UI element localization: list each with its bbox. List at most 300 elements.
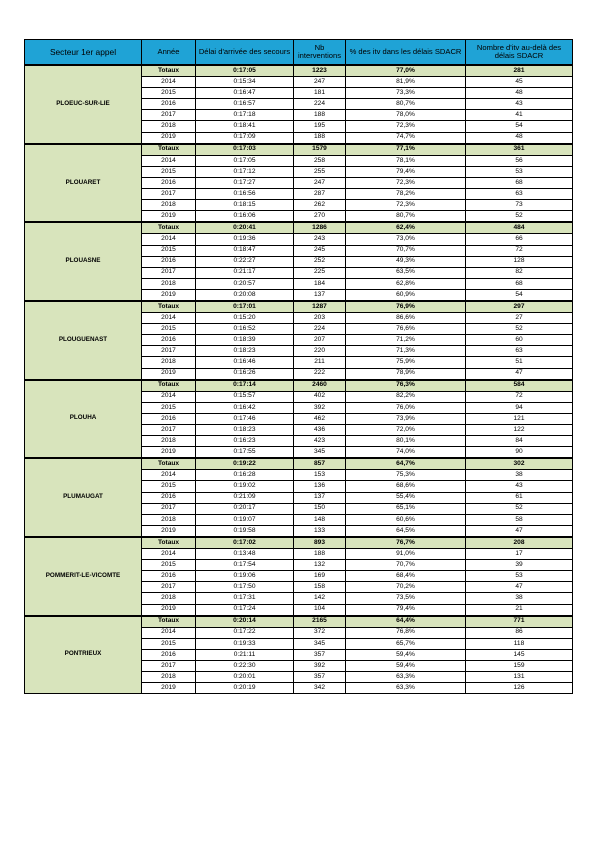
nb-interventions-cell: 203 [294, 313, 346, 324]
nb-au-dela-cell: 43 [466, 99, 573, 110]
delai-cell: 0:18:39 [196, 335, 294, 346]
nb-interventions-cell: 245 [294, 245, 346, 256]
annee-cell: 2019 [142, 683, 196, 694]
nb-au-dela-cell: 17 [466, 549, 573, 560]
pct-dans-delais-cell: 75,3% [346, 470, 466, 481]
annee-cell: 2019 [142, 525, 196, 537]
delai-cell: 0:17:05 [196, 65, 294, 77]
nb-interventions-cell: 137 [294, 492, 346, 503]
delai-cell: 0:17:31 [196, 593, 294, 604]
annee-cell: 2018 [142, 121, 196, 132]
annee-cell: 2014 [142, 549, 196, 560]
nb-interventions-cell: 150 [294, 503, 346, 514]
nb-interventions-cell: 1579 [294, 144, 346, 156]
delai-cell: 0:15:20 [196, 313, 294, 324]
nb-interventions-cell: 188 [294, 132, 346, 144]
nb-au-dela-cell: 68 [466, 278, 573, 289]
delai-cell: 0:15:34 [196, 77, 294, 88]
nb-au-dela-cell: 51 [466, 357, 573, 368]
nb-au-dela-cell: 66 [466, 234, 573, 245]
nb-au-dela-cell: 159 [466, 660, 573, 671]
nb-interventions-cell: 188 [294, 549, 346, 560]
delai-cell: 0:17:03 [196, 144, 294, 156]
nb-au-dela-cell: 118 [466, 638, 573, 649]
annee-cell: 2014 [142, 313, 196, 324]
annee-cell: Totaux [142, 458, 196, 470]
nb-au-dela-cell: 54 [466, 289, 573, 301]
sector-name: PLOUHA [25, 380, 142, 459]
nb-au-dela-cell: 128 [466, 256, 573, 267]
delai-cell: 0:17:01 [196, 301, 294, 313]
nb-interventions-cell: 2165 [294, 616, 346, 628]
nb-interventions-cell: 462 [294, 413, 346, 424]
nb-au-dela-cell: 61 [466, 492, 573, 503]
table-body [25, 65, 573, 694]
nb-au-dela-cell: 122 [466, 425, 573, 436]
nb-au-dela-cell: 58 [466, 514, 573, 525]
nb-interventions-cell: 436 [294, 425, 346, 436]
nb-interventions-cell: 392 [294, 402, 346, 413]
annee-cell: 2015 [142, 245, 196, 256]
delai-cell: 0:20:01 [196, 672, 294, 683]
annee-cell: Totaux [142, 537, 196, 549]
nb-au-dela-cell: 281 [466, 65, 573, 77]
pct-dans-delais-cell: 75,9% [346, 357, 466, 368]
nb-au-dela-cell: 90 [466, 447, 573, 459]
delai-cell: 0:19:22 [196, 458, 294, 470]
delai-cell: 0:16:28 [196, 470, 294, 481]
pct-dans-delais-cell: 63,3% [346, 672, 466, 683]
annee-cell: 2017 [142, 582, 196, 593]
nb-interventions-cell: 224 [294, 99, 346, 110]
delai-cell: 0:16:52 [196, 324, 294, 335]
annee-cell: 2015 [142, 324, 196, 335]
annee-cell: 2017 [142, 346, 196, 357]
nb-au-dela-cell: 208 [466, 537, 573, 549]
nb-au-dela-cell: 82 [466, 267, 573, 278]
pct-dans-delais-cell: 72,3% [346, 177, 466, 188]
nb-interventions-cell: 184 [294, 278, 346, 289]
sector-name: PLOUGUENAST [25, 301, 142, 380]
nb-au-dela-cell: 56 [466, 155, 573, 166]
nb-au-dela-cell: 72 [466, 391, 573, 402]
nb-interventions-cell: 247 [294, 77, 346, 88]
pct-dans-delais-cell: 74,0% [346, 447, 466, 459]
nb-interventions-cell: 893 [294, 537, 346, 549]
delai-cell: 0:20:19 [196, 683, 294, 694]
nb-interventions-cell: 357 [294, 672, 346, 683]
delai-cell: 0:17:24 [196, 604, 294, 616]
interventions-table [24, 39, 573, 694]
nb-au-dela-cell: 52 [466, 503, 573, 514]
nb-interventions-cell: 225 [294, 267, 346, 278]
annee-cell: 2017 [142, 425, 196, 436]
nb-au-dela-cell: 60 [466, 335, 573, 346]
delai-cell: 0:13:48 [196, 549, 294, 560]
nb-interventions-cell: 2460 [294, 380, 346, 392]
pct-dans-delais-cell: 76,8% [346, 627, 466, 638]
pct-dans-delais-cell: 81,9% [346, 77, 466, 88]
nb-interventions-cell: 255 [294, 166, 346, 177]
nb-interventions-cell: 133 [294, 525, 346, 537]
sector-name: PLOEUC-SUR-LIE [25, 65, 142, 144]
nb-interventions-cell: 222 [294, 368, 346, 380]
delai-cell: 0:17:54 [196, 560, 294, 571]
delai-cell: 0:19:02 [196, 481, 294, 492]
pct-dans-delais-cell: 78,0% [346, 110, 466, 121]
pct-dans-delais-cell: 80,7% [346, 99, 466, 110]
nb-interventions-cell: 132 [294, 560, 346, 571]
annee-cell: Totaux [142, 144, 196, 156]
nb-interventions-cell: 1286 [294, 222, 346, 234]
annee-cell: 2014 [142, 470, 196, 481]
pct-dans-delais-cell: 76,6% [346, 324, 466, 335]
nb-interventions-cell: 345 [294, 447, 346, 459]
pct-dans-delais-cell: 91,0% [346, 549, 466, 560]
pct-dans-delais-cell: 71,2% [346, 335, 466, 346]
annee-cell: 2018 [142, 278, 196, 289]
delai-cell: 0:16:47 [196, 88, 294, 99]
annee-cell: 2016 [142, 335, 196, 346]
delai-cell: 0:20:08 [196, 289, 294, 301]
annee-cell: 2015 [142, 402, 196, 413]
nb-interventions-cell: 345 [294, 638, 346, 649]
sector-name: POMMERIT-LE-VICOMTE [25, 537, 142, 616]
annee-cell: 2017 [142, 503, 196, 514]
nb-au-dela-cell: 63 [466, 189, 573, 200]
pct-dans-delais-cell: 86,6% [346, 313, 466, 324]
pct-dans-delais-cell: 77,1% [346, 144, 466, 156]
nb-interventions-cell: 1223 [294, 65, 346, 77]
pct-dans-delais-cell: 73,9% [346, 413, 466, 424]
pct-dans-delais-cell: 55,4% [346, 492, 466, 503]
pct-dans-delais-cell: 76,7% [346, 537, 466, 549]
annee-cell: 2019 [142, 447, 196, 459]
nb-au-dela-cell: 52 [466, 324, 573, 335]
nb-interventions-cell: 158 [294, 582, 346, 593]
delai-cell: 0:17:22 [196, 627, 294, 638]
annee-cell: 2017 [142, 110, 196, 121]
delai-cell: 0:17:05 [196, 155, 294, 166]
annee-cell: 2017 [142, 189, 196, 200]
pct-dans-delais-cell: 62,8% [346, 278, 466, 289]
delai-cell: 0:20:17 [196, 503, 294, 514]
header-nb-interventions: Nb interventions [294, 40, 346, 66]
nb-au-dela-cell: 27 [466, 313, 573, 324]
nb-au-dela-cell: 47 [466, 525, 573, 537]
pct-dans-delais-cell: 82,2% [346, 391, 466, 402]
totals-row [25, 616, 573, 628]
nb-au-dela-cell: 302 [466, 458, 573, 470]
nb-interventions-cell: 207 [294, 335, 346, 346]
totals-row [25, 301, 573, 313]
nb-interventions-cell: 252 [294, 256, 346, 267]
pct-dans-delais-cell: 59,4% [346, 649, 466, 660]
pct-dans-delais-cell: 63,5% [346, 267, 466, 278]
nb-au-dela-cell: 21 [466, 604, 573, 616]
delai-cell: 0:19:36 [196, 234, 294, 245]
totals-row [25, 380, 573, 392]
nb-au-dela-cell: 145 [466, 649, 573, 660]
nb-interventions-cell: 258 [294, 155, 346, 166]
nb-interventions-cell: 1287 [294, 301, 346, 313]
annee-cell: 2018 [142, 514, 196, 525]
delai-cell: 0:18:41 [196, 121, 294, 132]
delai-cell: 0:20:57 [196, 278, 294, 289]
nb-au-dela-cell: 43 [466, 481, 573, 492]
annee-cell: 2014 [142, 77, 196, 88]
header-delai: Délai d'arrivée des secours [196, 40, 294, 66]
nb-au-dela-cell: 361 [466, 144, 573, 156]
pct-dans-delais-cell: 72,0% [346, 425, 466, 436]
annee-cell: 2016 [142, 492, 196, 503]
nb-interventions-cell: 247 [294, 177, 346, 188]
nb-au-dela-cell: 131 [466, 672, 573, 683]
nb-au-dela-cell: 48 [466, 88, 573, 99]
annee-cell: 2019 [142, 289, 196, 301]
delai-cell: 0:17:14 [196, 380, 294, 392]
pct-dans-delais-cell: 78,9% [346, 368, 466, 380]
pct-dans-delais-cell: 77,0% [346, 65, 466, 77]
sector-name: PONTRIEUX [25, 616, 142, 694]
nb-interventions-cell: 423 [294, 436, 346, 447]
pct-dans-delais-cell: 59,4% [346, 660, 466, 671]
pct-dans-delais-cell: 62,4% [346, 222, 466, 234]
pct-dans-delais-cell: 60,6% [346, 514, 466, 525]
delai-cell: 0:17:55 [196, 447, 294, 459]
nb-au-dela-cell: 126 [466, 683, 573, 694]
delai-cell: 0:19:06 [196, 571, 294, 582]
delai-cell: 0:16:23 [196, 436, 294, 447]
delai-cell: 0:17:12 [196, 166, 294, 177]
pct-dans-delais-cell: 79,4% [346, 604, 466, 616]
delai-cell: 0:17:09 [196, 132, 294, 144]
delai-cell: 0:16:26 [196, 368, 294, 380]
delai-cell: 0:16:57 [196, 99, 294, 110]
annee-cell: 2014 [142, 391, 196, 402]
delai-cell: 0:21:11 [196, 649, 294, 660]
header-pct-dans-delais: % des itv dans les délais SDACR [346, 40, 466, 66]
annee-cell: 2016 [142, 99, 196, 110]
delai-cell: 0:15:57 [196, 391, 294, 402]
nb-au-dela-cell: 54 [466, 121, 573, 132]
annee-cell: 2016 [142, 413, 196, 424]
delai-cell: 0:18:47 [196, 245, 294, 256]
annee-cell: 2016 [142, 177, 196, 188]
pct-dans-delais-cell: 78,1% [346, 155, 466, 166]
nb-au-dela-cell: 53 [466, 571, 573, 582]
annee-cell: Totaux [142, 616, 196, 628]
pct-dans-delais-cell: 60,9% [346, 289, 466, 301]
nb-interventions-cell: 181 [294, 88, 346, 99]
pct-dans-delais-cell: 68,4% [346, 571, 466, 582]
delai-cell: 0:16:56 [196, 189, 294, 200]
nb-au-dela-cell: 47 [466, 582, 573, 593]
pct-dans-delais-cell: 76,3% [346, 380, 466, 392]
nb-au-dela-cell: 47 [466, 368, 573, 380]
totals-row [25, 222, 573, 234]
annee-cell: 2014 [142, 155, 196, 166]
nb-au-dela-cell: 72 [466, 245, 573, 256]
nb-interventions-cell: 342 [294, 683, 346, 694]
pct-dans-delais-cell: 80,7% [346, 211, 466, 223]
delai-cell: 0:16:46 [196, 357, 294, 368]
delai-cell: 0:17:18 [196, 110, 294, 121]
annee-cell: 2019 [142, 368, 196, 380]
delai-cell: 0:19:07 [196, 514, 294, 525]
nb-au-dela-cell: 484 [466, 222, 573, 234]
header-row [25, 40, 573, 66]
sector-name: PLOUASNE [25, 222, 142, 301]
pct-dans-delais-cell: 70,2% [346, 582, 466, 593]
pct-dans-delais-cell: 73,3% [346, 88, 466, 99]
pct-dans-delais-cell: 70,7% [346, 560, 466, 571]
delai-cell: 0:17:50 [196, 582, 294, 593]
delai-cell: 0:20:41 [196, 222, 294, 234]
nb-au-dela-cell: 584 [466, 380, 573, 392]
annee-cell: 2018 [142, 593, 196, 604]
annee-cell: 2016 [142, 571, 196, 582]
totals-row [25, 537, 573, 549]
nb-interventions-cell: 270 [294, 211, 346, 223]
annee-cell: 2018 [142, 436, 196, 447]
totals-row [25, 65, 573, 77]
nb-au-dela-cell: 63 [466, 346, 573, 357]
nb-interventions-cell: 211 [294, 357, 346, 368]
annee-cell: 2017 [142, 660, 196, 671]
nb-au-dela-cell: 84 [466, 436, 573, 447]
nb-interventions-cell: 357 [294, 649, 346, 660]
delai-cell: 0:16:42 [196, 402, 294, 413]
annee-cell: 2016 [142, 256, 196, 267]
nb-interventions-cell: 372 [294, 627, 346, 638]
annee-cell: 2015 [142, 638, 196, 649]
pct-dans-delais-cell: 65,1% [346, 503, 466, 514]
annee-cell: 2016 [142, 649, 196, 660]
delai-cell: 0:22:30 [196, 660, 294, 671]
annee-cell: 2018 [142, 672, 196, 683]
nb-au-dela-cell: 53 [466, 166, 573, 177]
pct-dans-delais-cell: 79,4% [346, 166, 466, 177]
annee-cell: Totaux [142, 65, 196, 77]
pct-dans-delais-cell: 76,0% [346, 402, 466, 413]
pct-dans-delais-cell: 71,3% [346, 346, 466, 357]
nb-interventions-cell: 137 [294, 289, 346, 301]
pct-dans-delais-cell: 49,3% [346, 256, 466, 267]
nb-interventions-cell: 262 [294, 200, 346, 211]
nb-au-dela-cell: 73 [466, 200, 573, 211]
header-annee: Année [142, 40, 196, 66]
annee-cell: 2014 [142, 234, 196, 245]
pct-dans-delais-cell: 64,5% [346, 525, 466, 537]
header-secteur: Secteur 1er appel [25, 40, 142, 66]
annee-cell: 2015 [142, 560, 196, 571]
nb-au-dela-cell: 297 [466, 301, 573, 313]
annee-cell: 2015 [142, 88, 196, 99]
nb-interventions-cell: 402 [294, 391, 346, 402]
pct-dans-delais-cell: 64,4% [346, 616, 466, 628]
annee-cell: 2019 [142, 211, 196, 223]
nb-au-dela-cell: 39 [466, 560, 573, 571]
nb-au-dela-cell: 121 [466, 413, 573, 424]
pct-dans-delais-cell: 65,7% [346, 638, 466, 649]
delai-cell: 0:19:58 [196, 525, 294, 537]
delai-cell: 0:17:02 [196, 537, 294, 549]
nb-au-dela-cell: 771 [466, 616, 573, 628]
pct-dans-delais-cell: 70,7% [346, 245, 466, 256]
pct-dans-delais-cell: 73,0% [346, 234, 466, 245]
sector-name: PLOUARET [25, 144, 142, 223]
annee-cell: 2019 [142, 604, 196, 616]
pct-dans-delais-cell: 64,7% [346, 458, 466, 470]
pct-dans-delais-cell: 74,7% [346, 132, 466, 144]
nb-au-dela-cell: 48 [466, 132, 573, 144]
nb-interventions-cell: 104 [294, 604, 346, 616]
nb-interventions-cell: 148 [294, 514, 346, 525]
delai-cell: 0:20:14 [196, 616, 294, 628]
delai-cell: 0:16:06 [196, 211, 294, 223]
pct-dans-delais-cell: 80,1% [346, 436, 466, 447]
delai-cell: 0:18:23 [196, 425, 294, 436]
nb-interventions-cell: 136 [294, 481, 346, 492]
header-nb-au-dela: Nombre d'itv au-delà des délais SDACR [466, 40, 573, 66]
annee-cell: 2018 [142, 200, 196, 211]
delai-cell: 0:18:23 [196, 346, 294, 357]
pct-dans-delais-cell: 63,3% [346, 683, 466, 694]
annee-cell: 2019 [142, 132, 196, 144]
nb-interventions-cell: 142 [294, 593, 346, 604]
delai-cell: 0:17:27 [196, 177, 294, 188]
nb-au-dela-cell: 52 [466, 211, 573, 223]
nb-interventions-cell: 224 [294, 324, 346, 335]
nb-interventions-cell: 287 [294, 189, 346, 200]
delai-cell: 0:21:17 [196, 267, 294, 278]
delai-cell: 0:18:15 [196, 200, 294, 211]
nb-interventions-cell: 243 [294, 234, 346, 245]
nb-au-dela-cell: 38 [466, 593, 573, 604]
annee-cell: 2014 [142, 627, 196, 638]
nb-interventions-cell: 857 [294, 458, 346, 470]
nb-au-dela-cell: 86 [466, 627, 573, 638]
nb-au-dela-cell: 68 [466, 177, 573, 188]
annee-cell: 2017 [142, 267, 196, 278]
nb-au-dela-cell: 38 [466, 470, 573, 481]
annee-cell: Totaux [142, 222, 196, 234]
nb-interventions-cell: 195 [294, 121, 346, 132]
delai-cell: 0:17:46 [196, 413, 294, 424]
annee-cell: 2015 [142, 166, 196, 177]
pct-dans-delais-cell: 76,9% [346, 301, 466, 313]
pct-dans-delais-cell: 68,6% [346, 481, 466, 492]
annee-cell: 2015 [142, 481, 196, 492]
annee-cell: Totaux [142, 380, 196, 392]
annee-cell: Totaux [142, 301, 196, 313]
nb-interventions-cell: 188 [294, 110, 346, 121]
pct-dans-delais-cell: 72,3% [346, 121, 466, 132]
delai-cell: 0:22:27 [196, 256, 294, 267]
nb-interventions-cell: 169 [294, 571, 346, 582]
annee-cell: 2018 [142, 357, 196, 368]
nb-au-dela-cell: 94 [466, 402, 573, 413]
nb-interventions-cell: 392 [294, 660, 346, 671]
totals-row [25, 144, 573, 156]
sector-name: PLUMAUGAT [25, 458, 142, 537]
pct-dans-delais-cell: 73,5% [346, 593, 466, 604]
totals-row [25, 458, 573, 470]
nb-interventions-cell: 220 [294, 346, 346, 357]
pct-dans-delais-cell: 78,2% [346, 189, 466, 200]
delai-cell: 0:21:09 [196, 492, 294, 503]
